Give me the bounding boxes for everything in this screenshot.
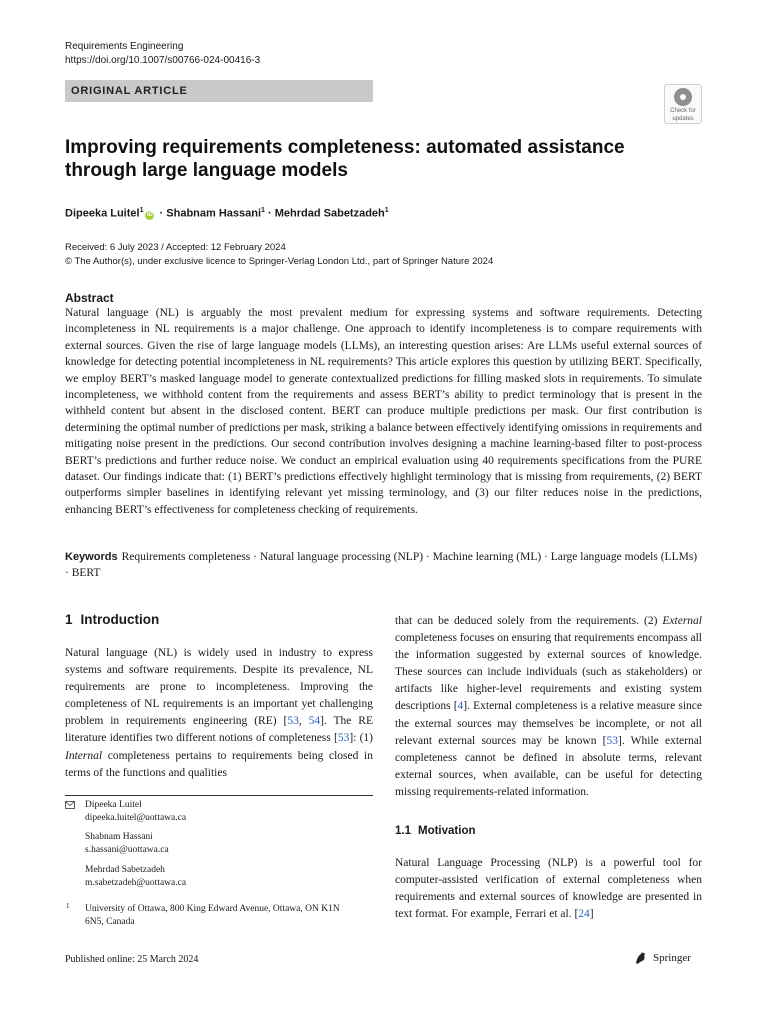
citation-link[interactable]: 54 <box>308 715 321 728</box>
emphasis-text: External <box>662 615 702 627</box>
contact-name: Mehrdad Sabetzadeh <box>85 865 165 875</box>
check-updates-line-1: Check for <box>670 108 696 114</box>
orcid-icon[interactable]: iD <box>146 211 153 218</box>
motivation-paragraph <box>395 855 702 923</box>
copyright-line: © The Author(s), under exclusive licence to Springer-Verlag London Ltd., part of Springer Nature 2024 <box>65 256 494 267</box>
citation-link[interactable]: 53 <box>337 732 350 745</box>
author-name: Mehrdad Sabetzadeh <box>274 207 385 220</box>
published-online-date: Published online: 25 March 2024 <box>65 954 199 965</box>
check-for-updates-badge[interactable] <box>664 84 702 124</box>
text-run: completeness pertains to requirements being closed in terms of the functions and qualities <box>65 749 373 779</box>
check-updates-line-2: updates <box>672 116 694 122</box>
article-type-banner: ORIGINAL ARTICLE <box>65 80 373 102</box>
subsection-title: Motivation <box>418 825 476 837</box>
intro-paragraph-1 <box>65 645 373 782</box>
author-name: Shabnam Hassani <box>166 207 262 220</box>
journal-name: Requirements Engineering <box>65 41 184 52</box>
doi-link[interactable]: https://doi.org/10.1007/s00766-024-00416-3 <box>65 55 261 66</box>
publisher-name: Springer <box>653 952 691 964</box>
emphasis-text: Internal <box>65 749 103 762</box>
corresponding-contact <box>85 799 186 824</box>
contact <box>85 831 169 856</box>
citation-link[interactable]: 53 <box>606 734 618 747</box>
contact-name: Shabnam Hassani <box>85 832 153 842</box>
received-accepted-dates: Received: 6 July 2023 / Accepted: 12 February 2024 <box>65 242 286 253</box>
subsection-number: 1.1 <box>395 825 411 837</box>
text-run: Natural language (NL) is widely used in industry to express systems and software requirements. Despite its prevalence, NL requirements are prone to incompleteness. Improving the completeness of NL requirements is an important yet challenging problem in requirements engineering (RE) [ <box>65 647 373 728</box>
contact-email[interactable]: s.hassani@uottawa.ca <box>85 844 169 855</box>
abstract-text: Natural language (NL) is arguably the most prevalent medium for expressing systems and software requirements. Detecting incompleteness in NL requirements is a major challenge. One approach to identify incompleteness is to compare requirements with external sources. Given the rise of large language models (LLMs), an interesting question arises: Are LLMs useful external sources of knowledge for detecting potential incompleteness in NL requirements? This article explores this question by utilizing BERT. Specifically, we employ BERT’s masked language model to generate contextualized predictions for filling masked slots in requirements. To simulate incompleteness, we withhold content from the requirements and assess BERT’s ability to predict terminology that is present in the withheld content but absent in the disclosed content. BERT can produce multiple predictions per mask. Our first contribution is determining the optimal number of predictions per mask, striking a balance between effectively identifying omissions in requirements and mitigating noise present in the predictions. Our second contribution involves designing a machine learning-based filter to post-process BERT’s predictions and further reduce noise. We conduct an empirical evaluation using 40 requirements specifications from the PURE dataset. Our findings indicate that: (1) BERT’s predictions effectively highlight terminology that is missing from requirements, (2) BERT outperforms simpler baselines in identifying relevant yet missing terminology, and (3) our filter reduces noise in the predictions, enhancing BERT’s effectiveness for completeness checking of requirements. <box>65 307 702 516</box>
text-run: Natural Language Processing (NLP) is a powerful tool for computer-assisted verification of external completeness when requirements and external sources of knowledge are presented in text format. For example, Ferrari et al. [ <box>395 857 702 921</box>
subsection-heading-motivation <box>395 824 476 838</box>
footnote-divider <box>65 795 373 796</box>
contact-email[interactable]: dipeeka.luitel@uottawa.ca <box>85 812 187 823</box>
springer-horse-icon <box>634 951 648 965</box>
author-affiliation-mark: 1 <box>139 207 144 214</box>
citation-link[interactable]: 53 <box>287 715 299 728</box>
paper-title: Improving requirements completeness: automated assistance through large language models <box>65 137 625 181</box>
author-affiliation-mark: 1 <box>261 207 265 214</box>
text-run: completeness focuses on ensuring that requirements encompass all the information suggested by external sources of knowledge. These sources can include individuals (such as stakeholders) or artifacts like higher-level requirements and existing system descriptions [ <box>395 632 702 713</box>
citation-link[interactable]: 24 <box>578 908 590 921</box>
section-title: Introduction <box>80 612 160 627</box>
affiliation-address: University of Ottawa, 800 King Edward Avenue, Ottawa, ON K1N 6N5, Canada <box>85 904 340 927</box>
text-run: that can be deduced solely from the requirements. (2) <box>395 615 663 627</box>
text-run: ]. The RE literature identifies two different notions of completeness [ <box>65 715 373 745</box>
text-run: ]. External completeness is a relative measure since the external sources may themselves be incomplete, or not all relevant external sources may be known [ <box>395 700 703 747</box>
author-name: Dipeeka Luitel <box>65 207 140 220</box>
envelope-icon <box>65 801 75 809</box>
contact <box>85 864 186 889</box>
affiliation-number: 1 <box>66 902 70 910</box>
text-run: , <box>298 715 309 728</box>
author-separator: · <box>159 207 164 220</box>
contact-email[interactable]: m.sabetzadeh@uottawa.ca <box>85 877 187 888</box>
publisher-logo <box>634 950 691 966</box>
section-number: 1 <box>65 612 73 627</box>
author-separator: · <box>268 207 272 220</box>
section-heading-introduction <box>65 612 159 628</box>
author-affiliation-mark: 1 <box>384 207 389 214</box>
contact-name: Dipeeka Luitel <box>85 800 142 810</box>
text-run: ]: (1) <box>349 732 374 745</box>
citation-link[interactable]: 4 <box>457 700 464 713</box>
author-list <box>65 204 389 221</box>
abstract-heading: Abstract <box>65 291 114 305</box>
keywords-label: Keywords <box>65 551 118 563</box>
text-run: ]. While external completeness cannot be defined in absolute terms, relevant external sources, when available, can be useful for detecting missing requirements-related information. <box>395 734 702 798</box>
keywords <box>65 549 702 582</box>
crossmark-icon <box>674 88 692 106</box>
keywords-list: Requirements completeness · Natural language processing (NLP) · Machine learning (ML) · Large language models (LLMs) · BERT <box>65 551 698 580</box>
text-run: ] <box>589 908 594 921</box>
intro-paragraph-2 <box>395 613 702 801</box>
